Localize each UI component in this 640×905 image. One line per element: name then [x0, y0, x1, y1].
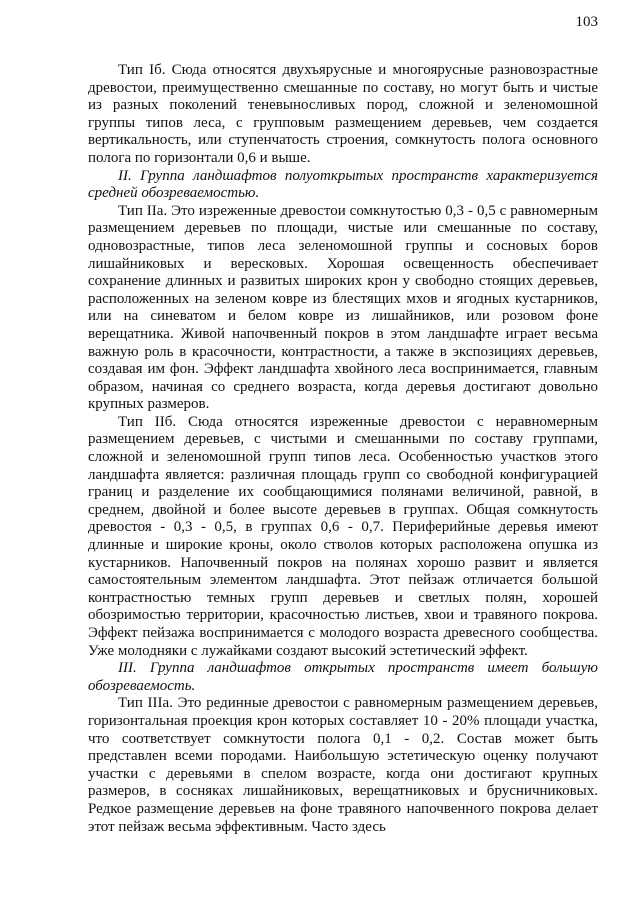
paragraph-type-2b: Тип IIб. Сюда относятся изреженные древостои с неравномерным размещением деревьев, с чистыми и смешанными по составу группами, сложной и зеленомошной групп типов леса. Особенностью участков этого ландшафта является: различная площадь групп со свободной конфигурацией границ и разделение их сообщающимися полянами величиной, равной, в среднем, двойной и более высоте деревьев в группах. Общая сомкнутость древостоя - 0,3 - 0,5, в группах 0,6 - 0,7. Периферийные деревья имеют длинные и широкие кроны, около стволов которых расположена опушка из кустарников. Напочвенный покров на полянах хорошо развит и является самостоятельным элементом ландшафта. Этот пейзаж отличается большой контрастностью темных групп деревьев и светлых полян, хорошей обозримостью территории, красочностью листьев, хвои и травяного покрова. Эффект пейзажа воспринимается с молодого возраста древесного сообщества. Уже молодняки с лужайками создают высокий эстетический эффект.: [88, 413, 598, 659]
page-number: 103: [575, 14, 598, 30]
paragraph-type-1b: Тип Iб. Сюда относятся двухъярусные и многоярусные разновозрастные древостои, преимущественно смешанные по составу, но могут быть и чистые из разных поколений теневыносливых пород, сложной и зеленомошной группы типов леса, с групповым размещением деревьев, чем создается вертикальность, или ступенчатость строения, сомкнутость полога основного полога по горизонтали 0,6 и выше.: [88, 62, 598, 166]
paragraph-type-2a: Тип IIа. Это изреженные древостои сомкнутостью 0,3 - 0,5 с равномерным размещением деревьев по площади, чистые или смешанные по составу, одновозрастные, типов леса зеленомошной группы и сосновых боров лишайниковых и вересковых. Хорошая освещенность обеспечивает сохранение длинных и развитых широких крон у свободно стоящих деревьев, расположенных на зеленом ковре из блестящих мхов и ягодных кустарников, или на синеватом и белом ковре из лишайников, или розовом фоне верещатника. Живой напочвенный покров в этом ландшафте играет весьма важную роль в красочности, контрастности, а также в экспозициях деревьев, создавая им фон. Эффект ландшафта хвойного леса воспринимается, главным образом, начиная со среднего возраста, когда деревья достигают довольно крупных размеров.: [88, 202, 598, 413]
section-heading-group-2: II. Группа ландшафтов полуоткрытых пространств характеризуется средней обозреваемостью.: [88, 167, 598, 202]
page-body: [88, 62, 598, 836]
section-heading-group-3: III. Группа ландшафтов открытых пространств имеет большую обозреваемость.: [88, 660, 598, 694]
paragraph-type-3a: Тип IIIа. Это рединные древостои с равномерным размещением деревьев, горизонтальная проекция крон которых составляет 10 - 20% площади участка, что соответствует сомкнутости полога 0,1 - 0,2. Состав может быть представлен всеми породами. Наибольшую эстетическую оценку получают участки с деревьями в спелом возрасте, когда они достигают крупных размеров, в сосняках лишайниковых, верещатниковых и брусничниковых. Редкое размещение деревьев на фоне травяного напочвенного покрова делает этот пейзаж весьма эффективным. Часто здесь: [88, 695, 598, 835]
